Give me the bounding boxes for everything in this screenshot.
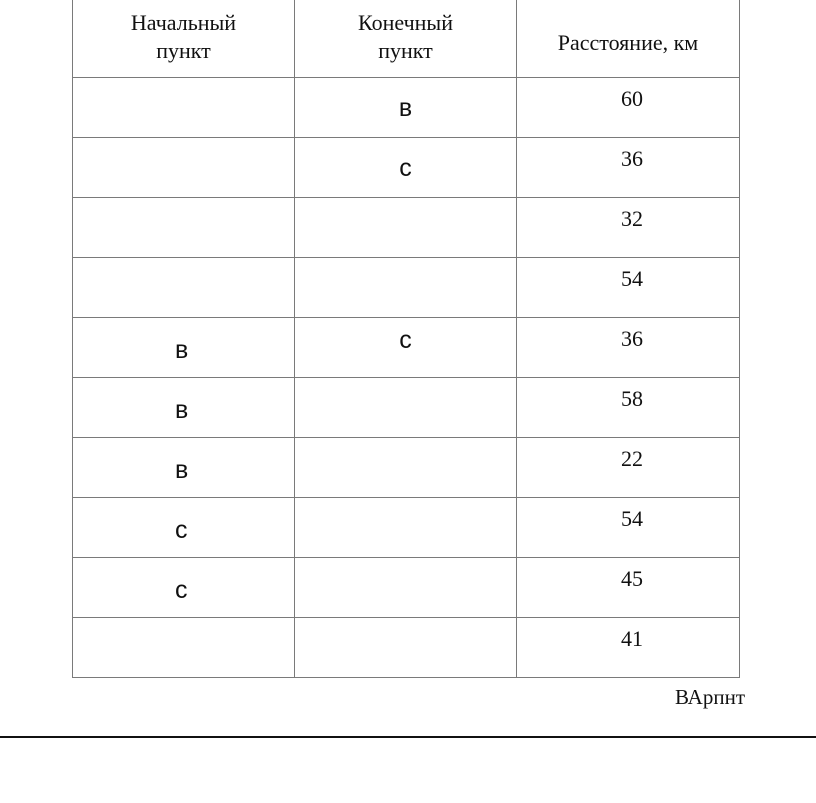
table-row — [73, 558, 740, 618]
table-row — [73, 318, 740, 378]
table-row — [73, 498, 740, 558]
distance-cell: 60 — [517, 78, 740, 138]
table-row — [73, 78, 740, 138]
horizontal-rule — [0, 736, 816, 738]
end-cell — [295, 618, 517, 678]
start-cell: с — [73, 558, 295, 618]
end-cell — [295, 438, 517, 498]
end-cell: с — [295, 318, 517, 378]
start-cell: с — [73, 498, 295, 558]
table-row — [73, 198, 740, 258]
start-cell — [73, 138, 295, 198]
header-end-point: Конечный пункт — [295, 0, 517, 78]
distance-cell: 22 — [517, 438, 740, 498]
end-cell — [295, 198, 517, 258]
distance-cell: 36 — [517, 138, 740, 198]
start-cell — [73, 198, 295, 258]
distance-cell: 58 — [517, 378, 740, 438]
header-distance: Расстояние, км — [517, 0, 740, 78]
distance-cell: 54 — [517, 498, 740, 558]
start-cell: в — [73, 378, 295, 438]
start-cell — [73, 618, 295, 678]
distance-cell: 41 — [517, 618, 740, 678]
distance-cell: 45 — [517, 558, 740, 618]
header-start-point: Начальный пункт — [73, 0, 295, 78]
distance-cell: 54 — [517, 258, 740, 318]
end-cell: с — [295, 138, 517, 198]
table-row — [73, 258, 740, 318]
distance-cell: 36 — [517, 318, 740, 378]
end-cell — [295, 378, 517, 438]
end-cell — [295, 258, 517, 318]
table-row — [73, 138, 740, 198]
start-cell: в — [73, 318, 295, 378]
start-cell — [73, 258, 295, 318]
start-cell — [73, 78, 295, 138]
distance-cell: 32 — [517, 198, 740, 258]
start-cell: в — [73, 438, 295, 498]
end-cell — [295, 498, 517, 558]
end-cell — [295, 558, 517, 618]
table-row — [73, 618, 740, 678]
end-cell: в — [295, 78, 517, 138]
header-row — [73, 0, 740, 78]
table-row — [73, 378, 740, 438]
routes-table — [72, 0, 740, 678]
table-row — [73, 438, 740, 498]
table-caption: ВАрпнт — [675, 685, 746, 709]
